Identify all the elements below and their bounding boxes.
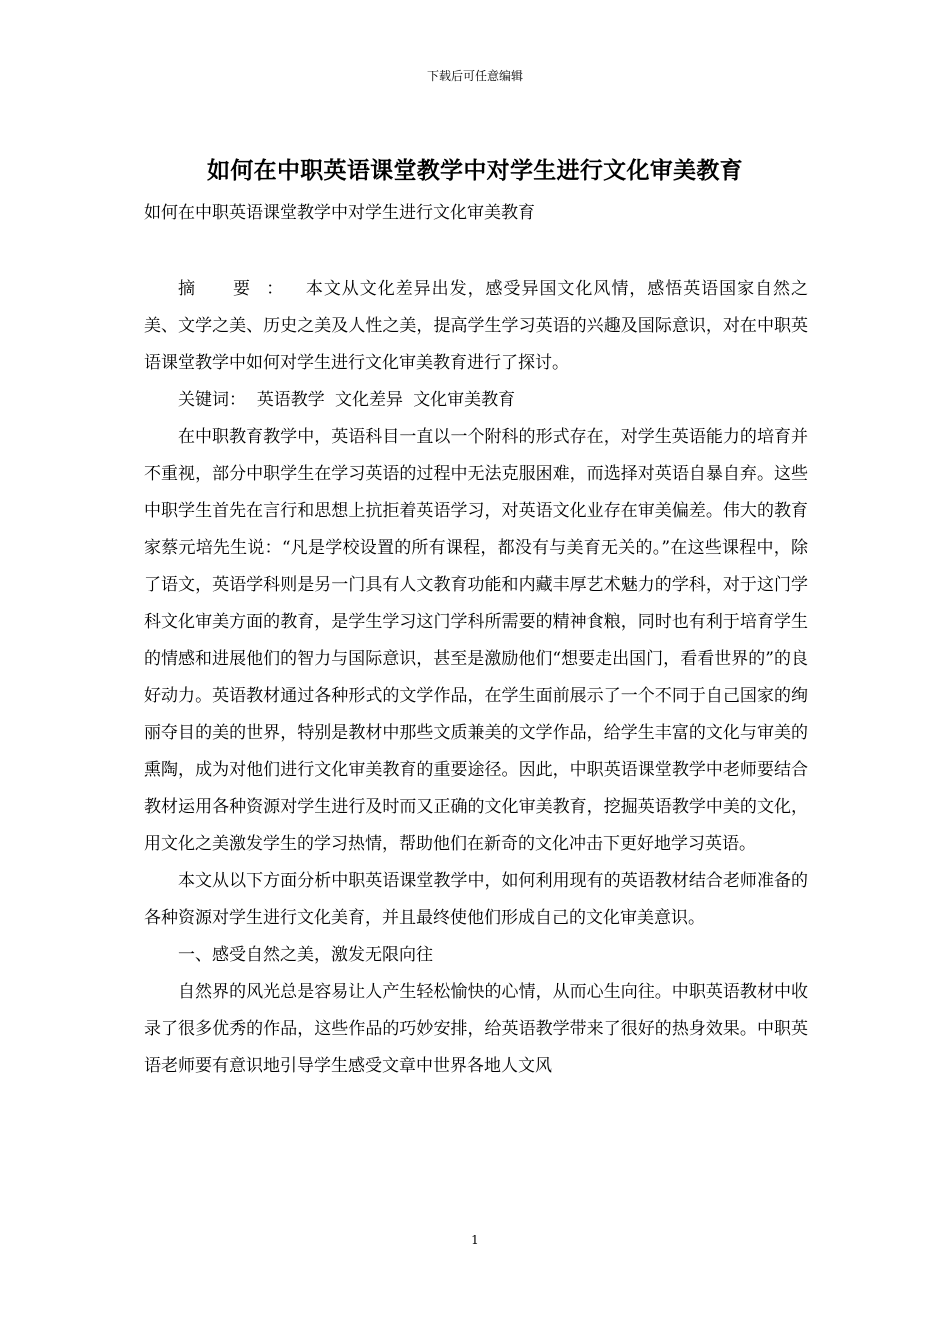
abstract-paragraph	[144, 271, 808, 382]
header-note: 下载后可任意编辑	[426, 69, 523, 83]
keyword-item: 文化差异	[335, 390, 403, 410]
page-number: 1	[471, 1233, 479, 1247]
body-paragraph: 在中职教育教学中，英语科目一直以一个附科的形式存在，对学生英语能力的培育并不重视，部分中职学生在学习英语的过程中无法克服困难，而选择对英语自暴自弃。这些中职学生首先在言行和思想上抗拒着英语学习，对英语文化业存在审美偏差。伟大的教育家蔡元培先生说：“凡是学校设置的所有课程，都没有与美育无关的。”在这些课程中，除了语文，英语学科则是另一门具有人文教育功能和内藏丰厚艺术魅力的学科，对于这门学科文化审美方面的教育，是学生学习这门学科所需要的精神食粮，同时也有利于培育学生的情感和进展他们的智力与国际意识，甚至是激励他们“想要走出国门，看看世界的”的良好动力。英语教材通过各种形式的文学作品，在学生面前展示了一个不同于自己国家的绚丽夺目的美的世界，特别是教材中那些文质兼美的文学作品，给学生丰富的文化与审美的熏陶，成为对他们进行文化审美教育的重要途径。因此，中职英语课堂教学中老师要结合教材运用各种资源对学生进行及时而又正确的文化审美教育，挖掘英语教学中美的文化，用文化之美激发学生的学习热情，帮助他们在新奇的文化冲击下更好地学习英语。	[144, 427, 808, 854]
document-title: 如何在中职英语课堂教学中对学生进行文化审美教育	[207, 157, 743, 184]
section-heading: 一、感受自然之美，激发无限向往	[178, 945, 433, 965]
keywords-label: 关键词：	[178, 390, 246, 410]
keywords-paragraph	[144, 382, 808, 419]
section-paragraph: 自然界的风光总是容易让人产生轻松愉快的心情，从而心生向往。中职英语教材中收录了很多优秀的作品，这些作品的巧妙安排，给英语教学带来了很好的热身效果。中职英语老师要有意识地引导学生感受文章中世界各地人文风	[144, 982, 808, 1076]
document-subtitle: 如何在中职英语课堂教学中对学生进行文化审美教育	[144, 203, 535, 223]
keyword-item: 文化审美教育	[413, 390, 516, 410]
body-paragraph: 本文从以下方面分析中职英语课堂教学中，如何利用现有的英语教材结合老师准备的各种资源对学生进行文化美育，并且最终使他们形成自己的文化审美意识。	[144, 871, 808, 928]
document-body	[144, 271, 808, 1085]
abstract-text: 本文从文化差异出发，感受异国文化风情，感悟英语国家自然之美、文学之美、历史之美及人性之美，提高学生学习英语的兴趣及国际意识，对在中职英语课堂教学中如何对学生进行文化审美教育进行了探讨。	[144, 279, 809, 373]
abstract-label: 摘 要：	[178, 279, 300, 299]
keyword-item: 英语教学	[256, 390, 325, 410]
